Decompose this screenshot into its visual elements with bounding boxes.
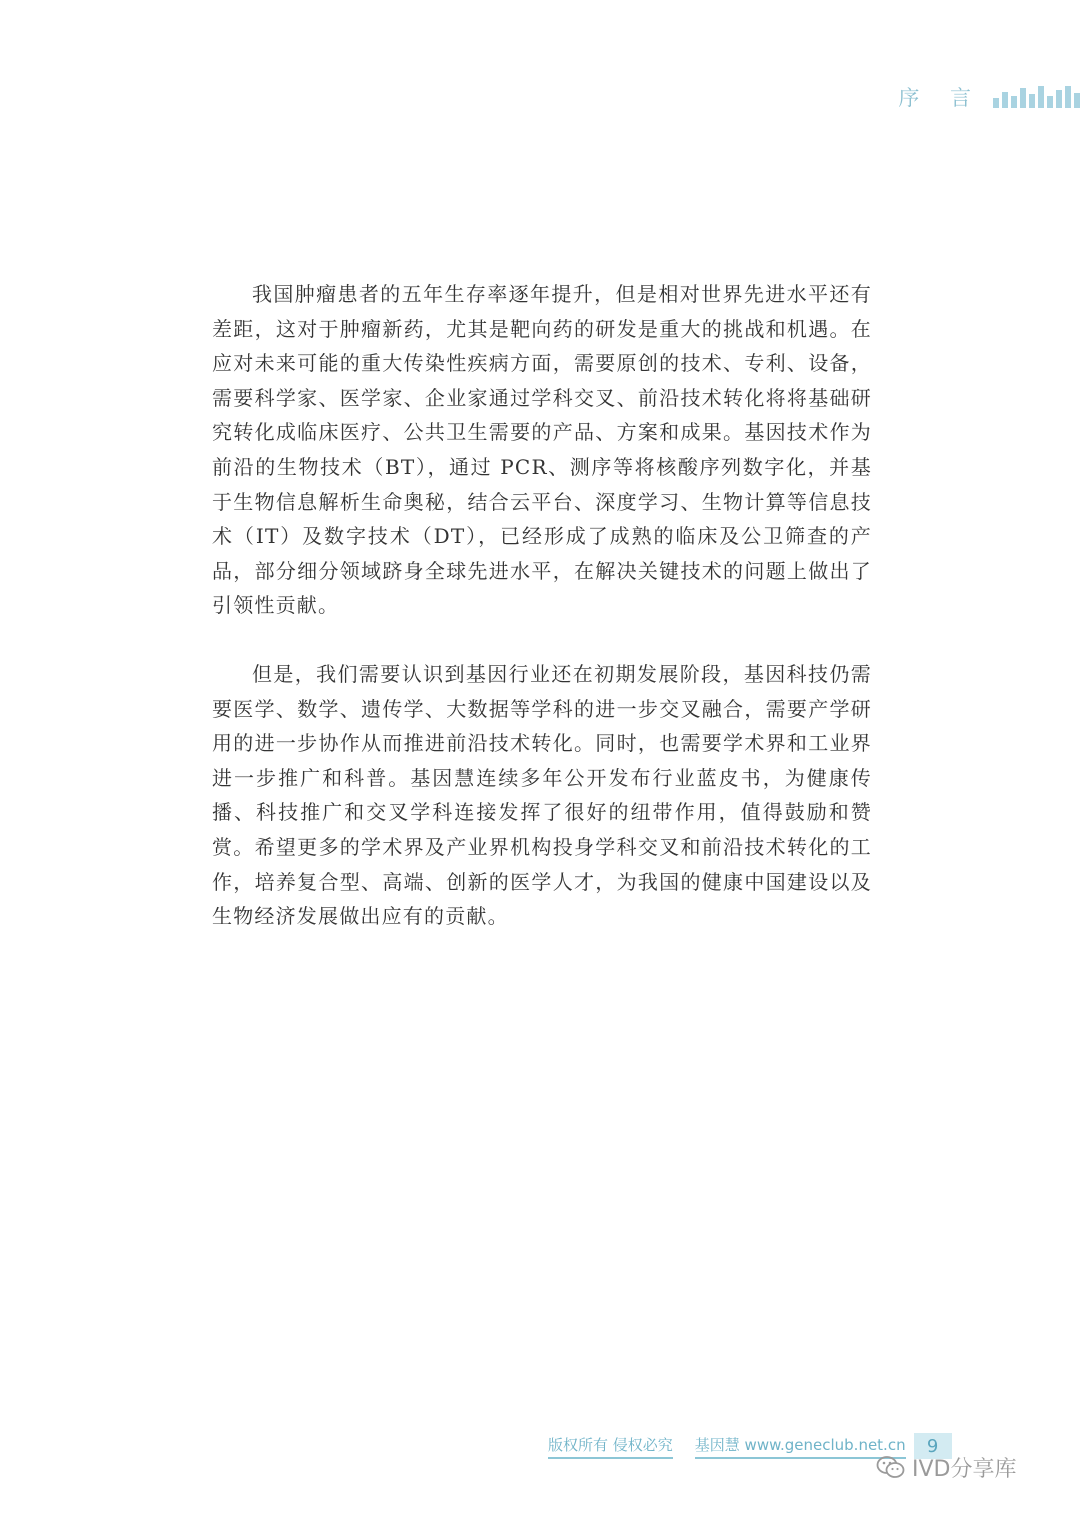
watermark — [876, 1452, 1016, 1483]
page-header — [898, 82, 1080, 112]
copyright-notice: 版权所有 侵权必究 — [548, 1434, 673, 1459]
watermark-text: IVD分享库 — [912, 1457, 1017, 1482]
decorative-bars — [993, 86, 1080, 108]
paragraph-1: 我国肿瘤患者的五年生存率逐年提升，但是相对世界先进水平还有差距，这对于肿瘤新药，尤其是靶向药的研发是重大的挑战和机遇。在应对未来可能的重大传染性疾病方面，需要原创的技术、专利、设备，需要科学家、医学家、企业家通过学科交叉、前沿技术转化将将基础研究转化成临床医疗、公共卫生需要的产品、方案和成果。基因技术作为前沿的生物技术（BT），通过 PCR、测序等将核酸序列数字化，并基于生物信息解析生命奥秘，结合云平台、深度学习、生物计算等信息技术（IT）及数字技术（DT），已经形成了成熟的临床及公卫筛查的产品，部分细分领域跻身全球先进水平，在解决关键技术的问题上做出了引领性贡献。 — [212, 282, 872, 618]
preface-body — [212, 277, 872, 968]
section-title: 序 言 — [898, 86, 983, 110]
paragraph-2: 但是，我们需要认识到基因行业还在初期发展阶段，基因科技仍需要医学、数学、遗传学、大数据等学科的进一步交叉融合，需要产学研用的进一步协作从而推进前沿技术转化。同时，也需要学术界和工业界进一步推广和科普。基因慧连续多年公开发布行业蓝皮书，为健康传播、科技推广和交叉学科连接发挥了很好的纽带作用，值得鼓励和赞赏。希望更多的学术界及产业界机构投身学科交叉和前沿技术转化的工作，培养复合型、高端、创新的医学人才，为我国的健康中国建设以及生物经济发展做出应有的贡献。 — [212, 661, 872, 929]
page-number: 9 — [914, 1433, 952, 1459]
site-credit: 基因慧 www.geneclub.net.cn — [695, 1434, 906, 1459]
wechat-icon — [876, 1455, 906, 1481]
